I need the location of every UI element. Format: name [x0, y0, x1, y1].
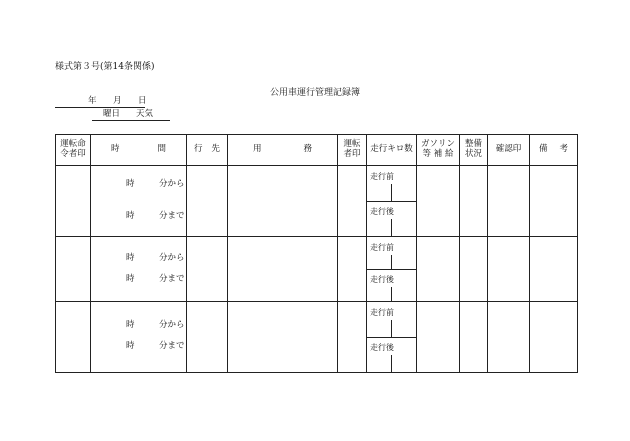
driver-seal-cell[interactable]: [338, 302, 367, 373]
col-fuel: ガソリン 等 補 給: [417, 135, 460, 166]
date-day-label: 日: [138, 96, 147, 106]
weekday-underline: [92, 120, 170, 121]
weekday-label: 曜日: [103, 109, 121, 119]
time-cell[interactable]: 時 分から 時 分まで: [91, 302, 187, 373]
driver-seal-cell[interactable]: [338, 237, 367, 302]
check-seal-cell[interactable]: [488, 302, 530, 373]
purpose-cell[interactable]: [228, 237, 338, 302]
distance-cell[interactable]: 走行前 走行後: [367, 237, 417, 302]
date-month-label: 月: [113, 96, 122, 106]
destination-cell[interactable]: [187, 166, 228, 237]
maintenance-cell[interactable]: [460, 302, 488, 373]
remarks-cell[interactable]: [530, 302, 578, 373]
purpose-cell[interactable]: [228, 302, 338, 373]
table-header-row: [56, 135, 578, 166]
date-year-label: 年: [88, 96, 97, 106]
table-row: [56, 302, 578, 373]
supervisor-seal-cell[interactable]: [56, 302, 91, 373]
form-number: 様式第３号(第14条関係): [55, 62, 155, 72]
col-supervisor-seal: 運転命 令者印: [56, 135, 91, 166]
vehicle-log-table: [55, 134, 578, 373]
fuel-cell[interactable]: [417, 302, 460, 373]
page-title: 公用車運行管理記録簿: [269, 88, 360, 98]
fuel-cell[interactable]: [417, 166, 460, 237]
distance-cell[interactable]: 走行前 走行後: [367, 166, 417, 237]
remarks-cell[interactable]: [530, 166, 578, 237]
col-time: 時 間: [91, 135, 187, 166]
date-underline: [55, 107, 145, 108]
col-check-seal: 確認印: [488, 135, 530, 166]
table-row: [56, 166, 578, 237]
col-driver-seal: 運転 者印: [338, 135, 367, 166]
fuel-cell[interactable]: [417, 237, 460, 302]
maintenance-cell[interactable]: [460, 237, 488, 302]
col-remarks: 備 考: [530, 135, 578, 166]
driver-seal-cell[interactable]: [338, 166, 367, 237]
maintenance-cell[interactable]: [460, 166, 488, 237]
col-destination: 行 先: [187, 135, 228, 166]
time-cell[interactable]: 時 分から 時 分まで: [91, 237, 187, 302]
check-seal-cell[interactable]: [488, 237, 530, 302]
table-row: [56, 237, 578, 302]
supervisor-seal-cell[interactable]: [56, 166, 91, 237]
destination-cell[interactable]: [187, 237, 228, 302]
remarks-cell[interactable]: [530, 237, 578, 302]
time-cell[interactable]: 時 分から 時 分まで: [91, 166, 187, 237]
supervisor-seal-cell[interactable]: [56, 237, 91, 302]
weather-label: 天気: [136, 109, 154, 119]
distance-cell[interactable]: 走行前 走行後: [367, 302, 417, 373]
col-purpose: 用 務: [228, 135, 338, 166]
col-distance: 走行キロ数: [367, 135, 417, 166]
check-seal-cell[interactable]: [488, 166, 530, 237]
col-maintenance: 整備 状況: [460, 135, 488, 166]
destination-cell[interactable]: [187, 302, 228, 373]
purpose-cell[interactable]: [228, 166, 338, 237]
